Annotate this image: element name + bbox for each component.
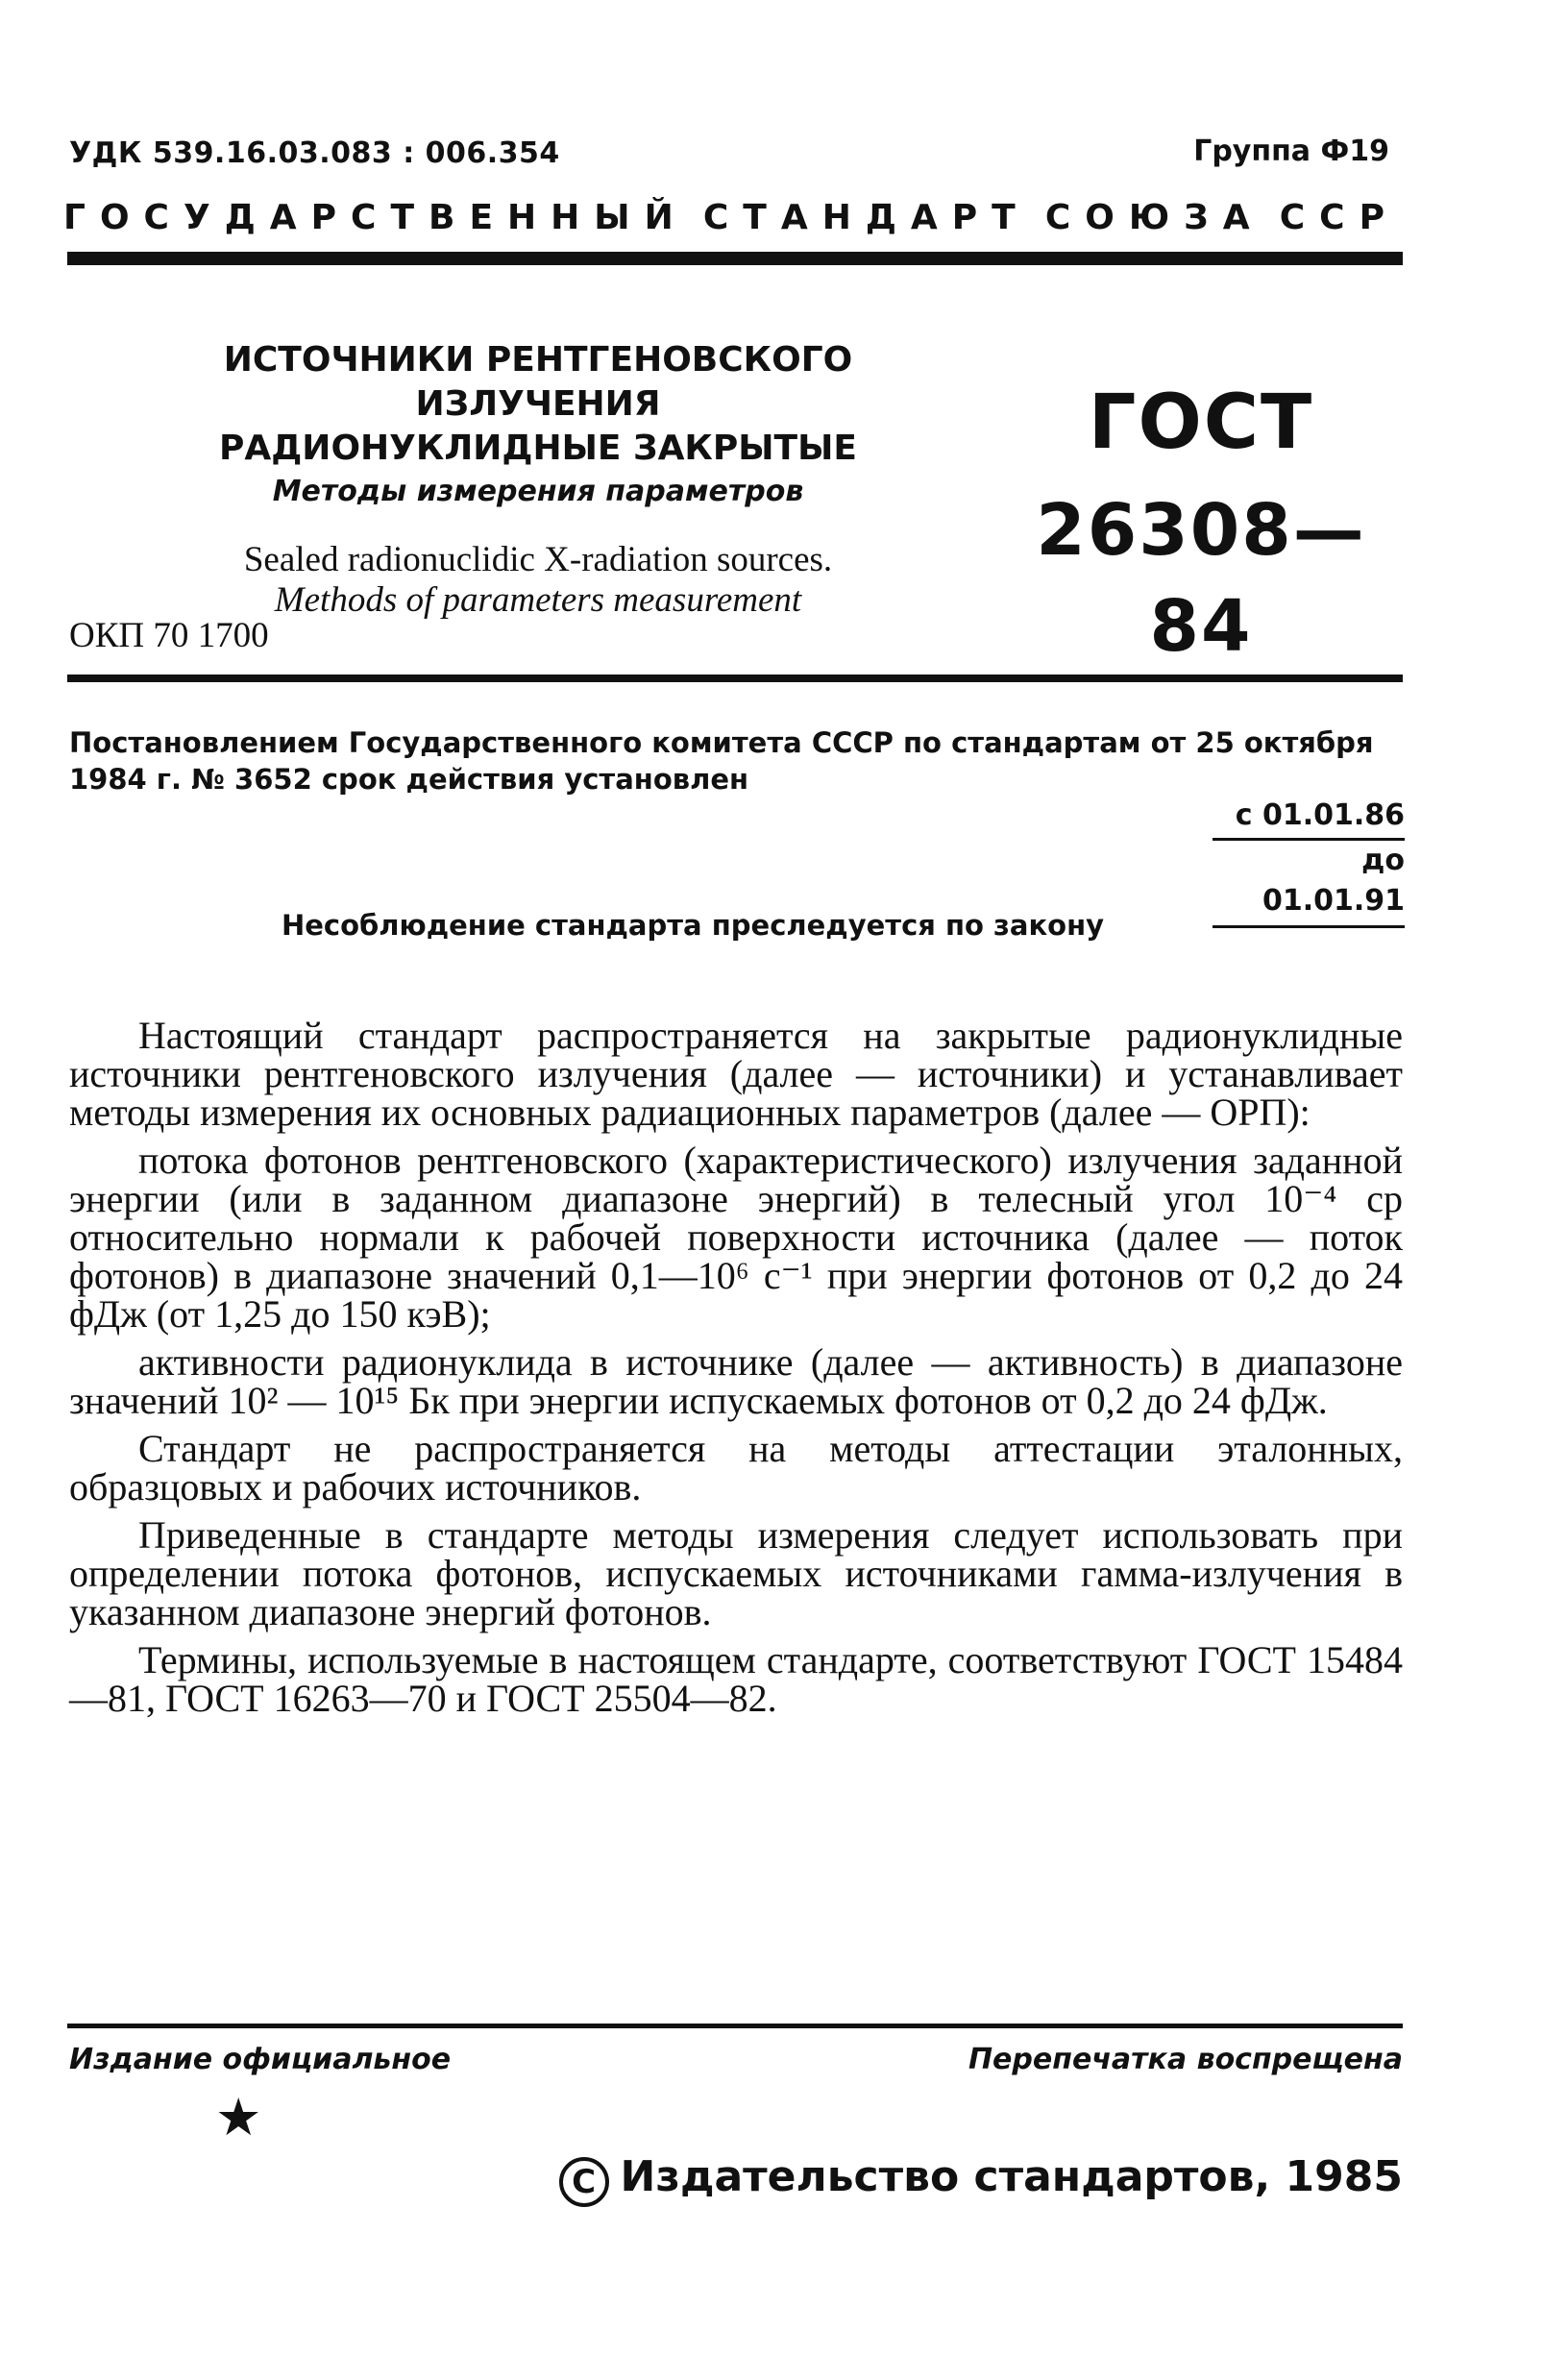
middle-divider — [67, 675, 1403, 682]
paragraph-exclusion: Стандарт не распространяется на методы аттестации эталонных, образцовых и рабочих источников. — [69, 1427, 1403, 1509]
document-title-block — [135, 338, 942, 621]
star-icon: ★ — [215, 2087, 262, 2147]
group-code: Группа Ф19 — [1193, 135, 1389, 168]
publisher-name: Издательство стандартов, 1985 — [620, 2152, 1403, 2201]
noncompliance-text: Несоблюдение стандарта преследуется по закону — [281, 909, 1105, 942]
copyright-icon: C — [559, 2157, 609, 2207]
gost-word: ГОСТ — [1088, 380, 1314, 466]
publisher-line — [559, 2152, 1403, 2207]
banner-word-1: ГОСУДАРСТВЕННЫЙ — [63, 198, 688, 237]
paragraph-photon-flux: потока фотонов рентгеновского (характеристического) излучения заданной энергии (или в заданном диапазоне энергий) в телесный угол 10⁻⁴ ср относительно нормали к рабочей поверхности источника (далее — поток фотонов) в диапазоне значений 0,1—10⁶ с⁻¹ при энергии фотонов от 0,2 до 24 фДж (от 1,25 до 150 кэВ); — [69, 1139, 1403, 1336]
official-edition-label: Издание официальное — [69, 2043, 452, 2076]
paragraph-terms: Термины, используемые в настоящем стандарте, соответствуют ГОСТ 15484—81, ГОСТ 16263—70 и ГОСТ 25504—82. — [69, 1638, 1403, 1720]
state-standard-banner — [63, 198, 1399, 237]
top-divider — [67, 252, 1403, 265]
body-text — [69, 1014, 1403, 1728]
udk-code: УДК 539.16.03.083 : 006.354 — [69, 136, 560, 170]
title-subtitle: Методы измерения параметров — [272, 475, 804, 508]
banner-word-3: СОЮЗА — [1044, 198, 1264, 237]
title-line-1: ИСТОЧНИКИ РЕНТГЕНОВСКОГО ИЗЛУЧЕНИЯ — [223, 340, 853, 424]
valid-to: до 01.01.91 — [1213, 841, 1405, 928]
paragraph-scope: Настоящий стандарт распространяется на закрытые радионуклидные источники рентгеновского излучения (далее — источники) и устанавливает методы измерения их основных радиационных параметров (далее — ОРП): — [69, 1014, 1403, 1134]
noncompliance-notice — [0, 909, 1568, 942]
bottom-divider — [67, 2024, 1403, 2028]
banner-word-2: СТАНДАРТ — [702, 198, 1030, 237]
paragraph-gamma: Приведенные в стандарте методы измерения следует использовать при определении потока фотонов, испускаемых источниками гамма-излучения в указанном диапазоне энергий фотонов. — [69, 1513, 1403, 1633]
paragraph-activity: активности радионуклида в источнике (далее — активность) в диапазоне значений 10² — 10¹⁵ Бк при энергии испускаемых фотонов от 0,2 до 24 фДж. — [69, 1340, 1403, 1422]
decree-text: Постановлением Государственного комитета СССР по стандартам от 25 октября 1984 г. № 3652 срок действия установлен — [69, 726, 1374, 796]
okp-code: ОКП 70 1700 — [69, 616, 269, 655]
gost-number: 26308—84 — [1036, 489, 1366, 668]
gost-designation — [1009, 377, 1393, 675]
banner-word-4: ССР — [1279, 198, 1399, 237]
reprint-prohibited-label: Перепечатка воспрещена — [968, 2043, 1403, 2076]
english-title-1: Sealed radionuclidic X-radiation sources. — [243, 540, 833, 579]
valid-from: с 01.01.86 — [1213, 796, 1405, 841]
english-title-2: Methods of parameters measurement — [274, 580, 802, 620]
title-line-2: РАДИОНУКЛИДНЫЕ ЗАКРЫТЫЕ — [219, 429, 857, 468]
